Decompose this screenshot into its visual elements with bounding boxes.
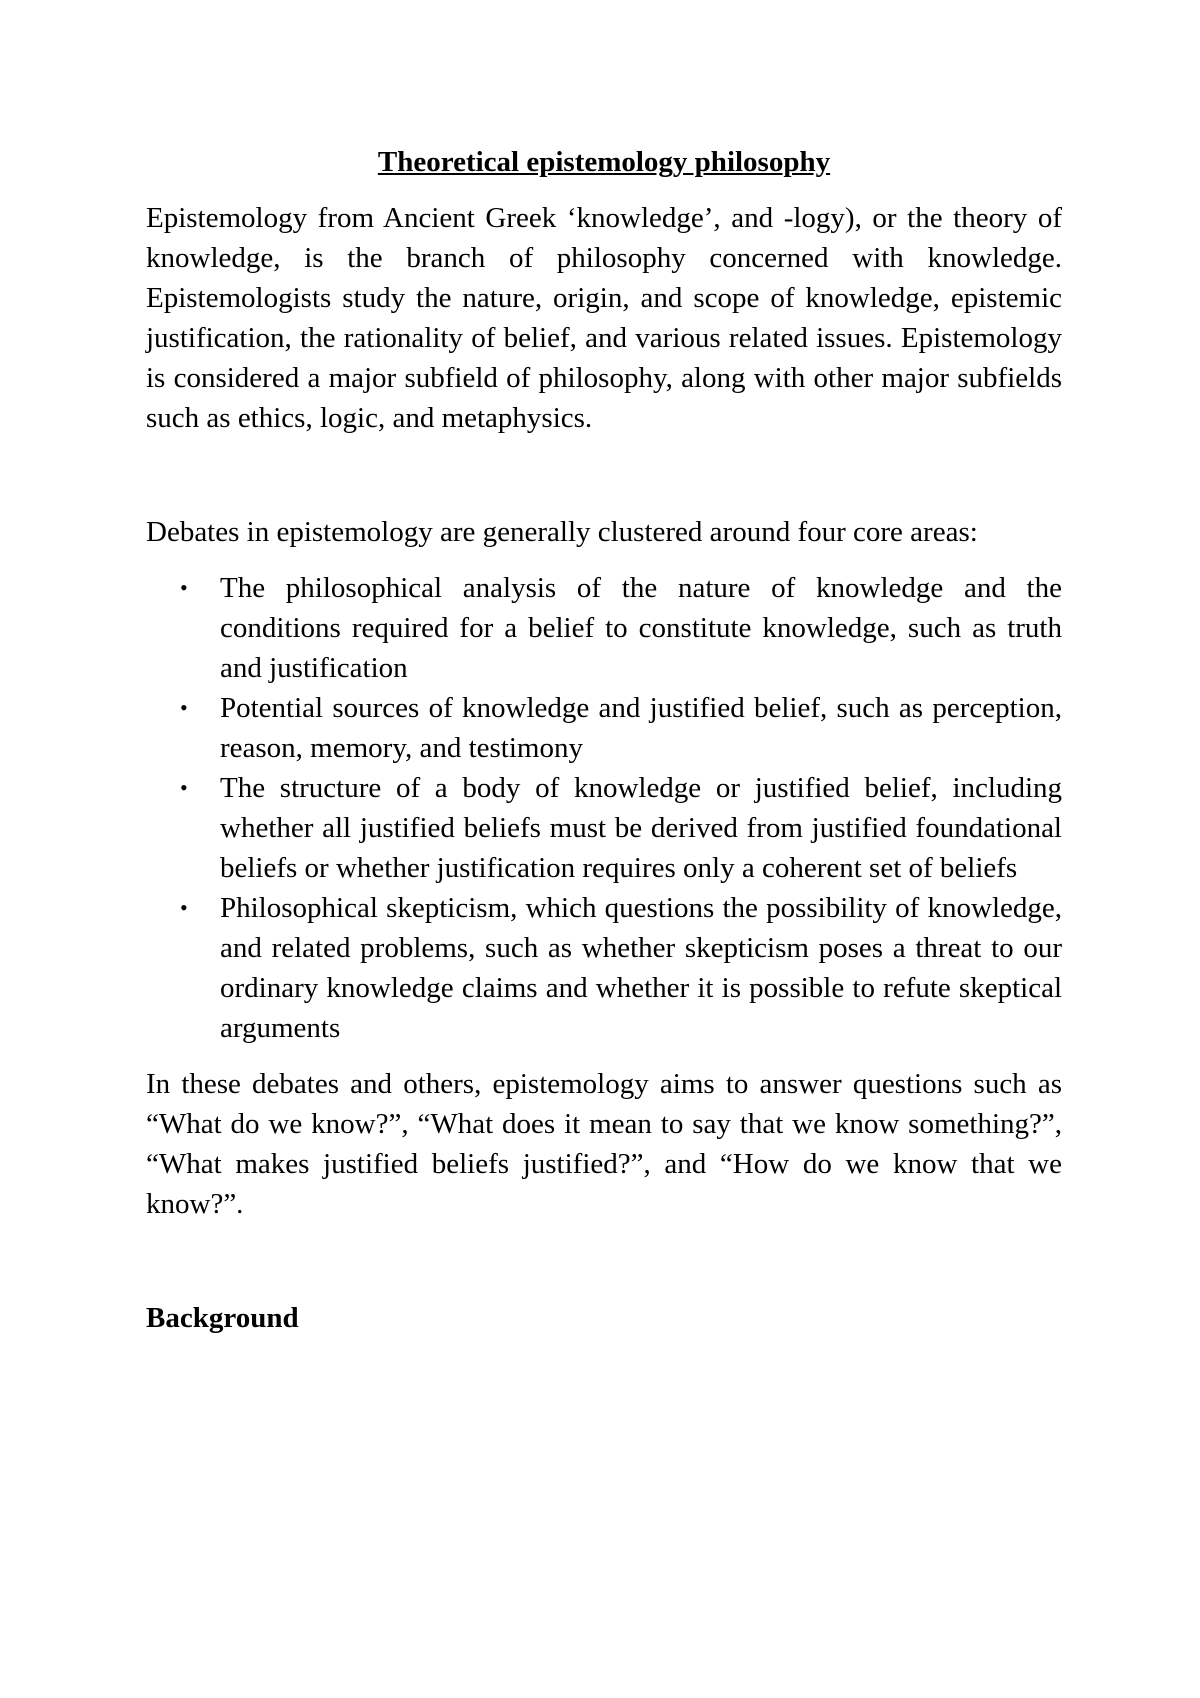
list-item bbox=[180, 568, 1062, 688]
intro-paragraph: Epistemology from Ancient Greek ‘knowledge’, and -logy), or the theory of knowledge, is the branch of philosophy concerned with knowledge. Epistemologists study the nature, origin, and scope of knowledge, epistemic justification, the rationality of belief, and various related issues. Epistemology is considered a major subfield of philosophy, along with other major subfields such as ethics, logic, and metaphysics. bbox=[146, 202, 1062, 434]
list-item bbox=[180, 888, 1062, 1048]
list-item-text: Philosophical skepticism, which questions the possibility of knowledge, and related problems, such as whether skepticism poses a threat to our ordinary knowledge claims and whether it is possible to refute skeptical arguments bbox=[220, 892, 1062, 1044]
document-page bbox=[146, 142, 1062, 1338]
bullet-icon: • bbox=[180, 775, 188, 800]
list-item-text: The philosophical analysis of the nature of knowledge and the conditions required for a belief to constitute knowledge, such as truth and justification bbox=[220, 572, 1062, 684]
list-item bbox=[180, 768, 1062, 888]
document-title: Theoretical epistemology philosophy bbox=[377, 146, 831, 178]
core-areas-list bbox=[146, 568, 1062, 1048]
questions-paragraph: In these debates and others, epistemology aims to answer questions such as “What do we know?”, “What does it mean to say that we know something?”, “What makes justified beliefs justified?”, and “How do we know that we know?”. bbox=[146, 1068, 1062, 1220]
bullet-icon: • bbox=[180, 895, 188, 920]
section-heading-background: Background bbox=[146, 1302, 299, 1334]
list-item-text: The structure of a body of knowledge or justified belief, including whether all justified beliefs must be derived from justified foundational beliefs or whether justification requires only a coherent set of beliefs bbox=[220, 772, 1062, 884]
bullet-icon: • bbox=[180, 695, 188, 720]
bullet-icon: • bbox=[180, 575, 188, 600]
debates-lead-paragraph: Debates in epistemology are generally clustered around four core areas: bbox=[146, 516, 978, 548]
list-item-text: Potential sources of knowledge and justified belief, such as perception, reason, memory, and testimony bbox=[220, 692, 1062, 764]
list-item bbox=[180, 688, 1062, 768]
